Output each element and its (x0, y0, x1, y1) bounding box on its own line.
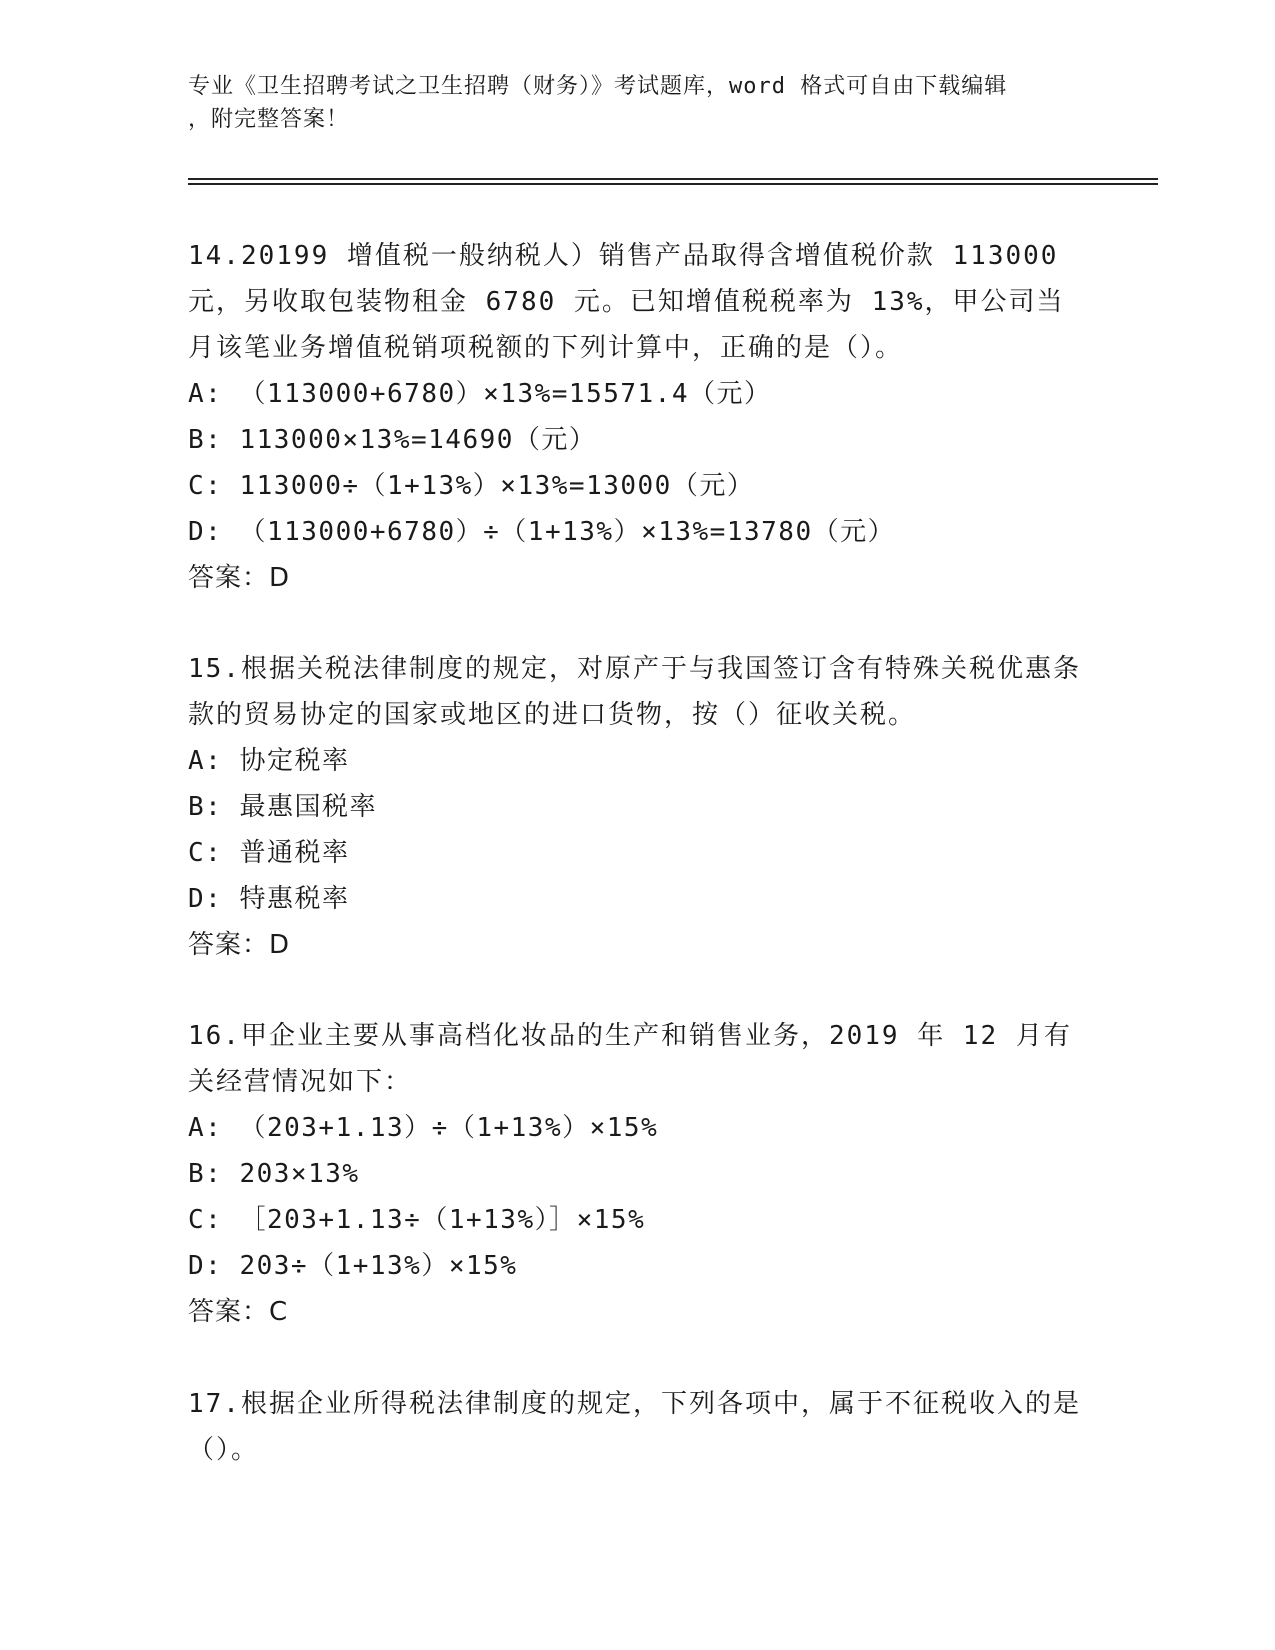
question-16 (188, 1013, 1088, 1335)
question-stem: 16.甲企业主要从事高档化妆品的生产和销售业务，2019 年 12 月有关经营情况如下： (188, 1021, 1072, 1097)
question-stem: 17.根据企业所得税法律制度的规定，下列各项中，属于不征税收入的是（）。 (188, 1389, 1081, 1465)
question-15 (188, 646, 1088, 968)
answer-line: 答案：D (188, 930, 291, 960)
question-stem: 14.20199 增值税一般纳税人）销售产品取得含增值税价款 113000 元，另收取包装物租金 6780 元。已知增值税税率为 13%，甲公司当月该笔业务增值税销项税额的下列计算中，正确的是（）。 (188, 241, 1065, 363)
option-b: B: 203×13% (188, 1159, 360, 1189)
header-divider-top (188, 178, 1158, 180)
option-d: D: 特惠税率 (188, 884, 350, 914)
option-a: A: 协定税率 (188, 746, 350, 776)
option-a: A: （203+1.13）÷（1+13%）×15% (188, 1113, 659, 1143)
option-c: C: ［203+1.13÷（1+13%）］×15% (188, 1205, 646, 1235)
header-divider-bottom (188, 183, 1158, 185)
answer-line: 答案：C (188, 1297, 289, 1327)
document-header: 专业《卫生招聘考试之卫生招聘（财务）》考试题库，word 格式可自由下载编辑 ，附完整答案！ (188, 74, 1008, 132)
option-c: C: 113000÷（1+13%）×13%=13000（元） (188, 471, 755, 501)
question-stem: 15.根据关税法律制度的规定，对原产于与我国签订含有特殊关税优惠条款的贸易协定的国家或地区的进口货物，按（）征收关税。 (188, 654, 1081, 730)
option-c: C: 普通税率 (188, 838, 350, 868)
option-b: B: 最惠国税率 (188, 792, 377, 822)
option-a: A: （113000+6780）×13%=15571.4（元） (188, 379, 772, 409)
option-d: D: 203÷（1+13%）×15% (188, 1251, 518, 1281)
question-17 (188, 1381, 1088, 1473)
answer-line: 答案：D (188, 563, 291, 593)
option-b: B: 113000×13%=14690（元） (188, 425, 597, 455)
question-14 (188, 233, 1088, 601)
option-d: D: （113000+6780）÷（1+13%）×13%=13780（元） (188, 517, 896, 547)
